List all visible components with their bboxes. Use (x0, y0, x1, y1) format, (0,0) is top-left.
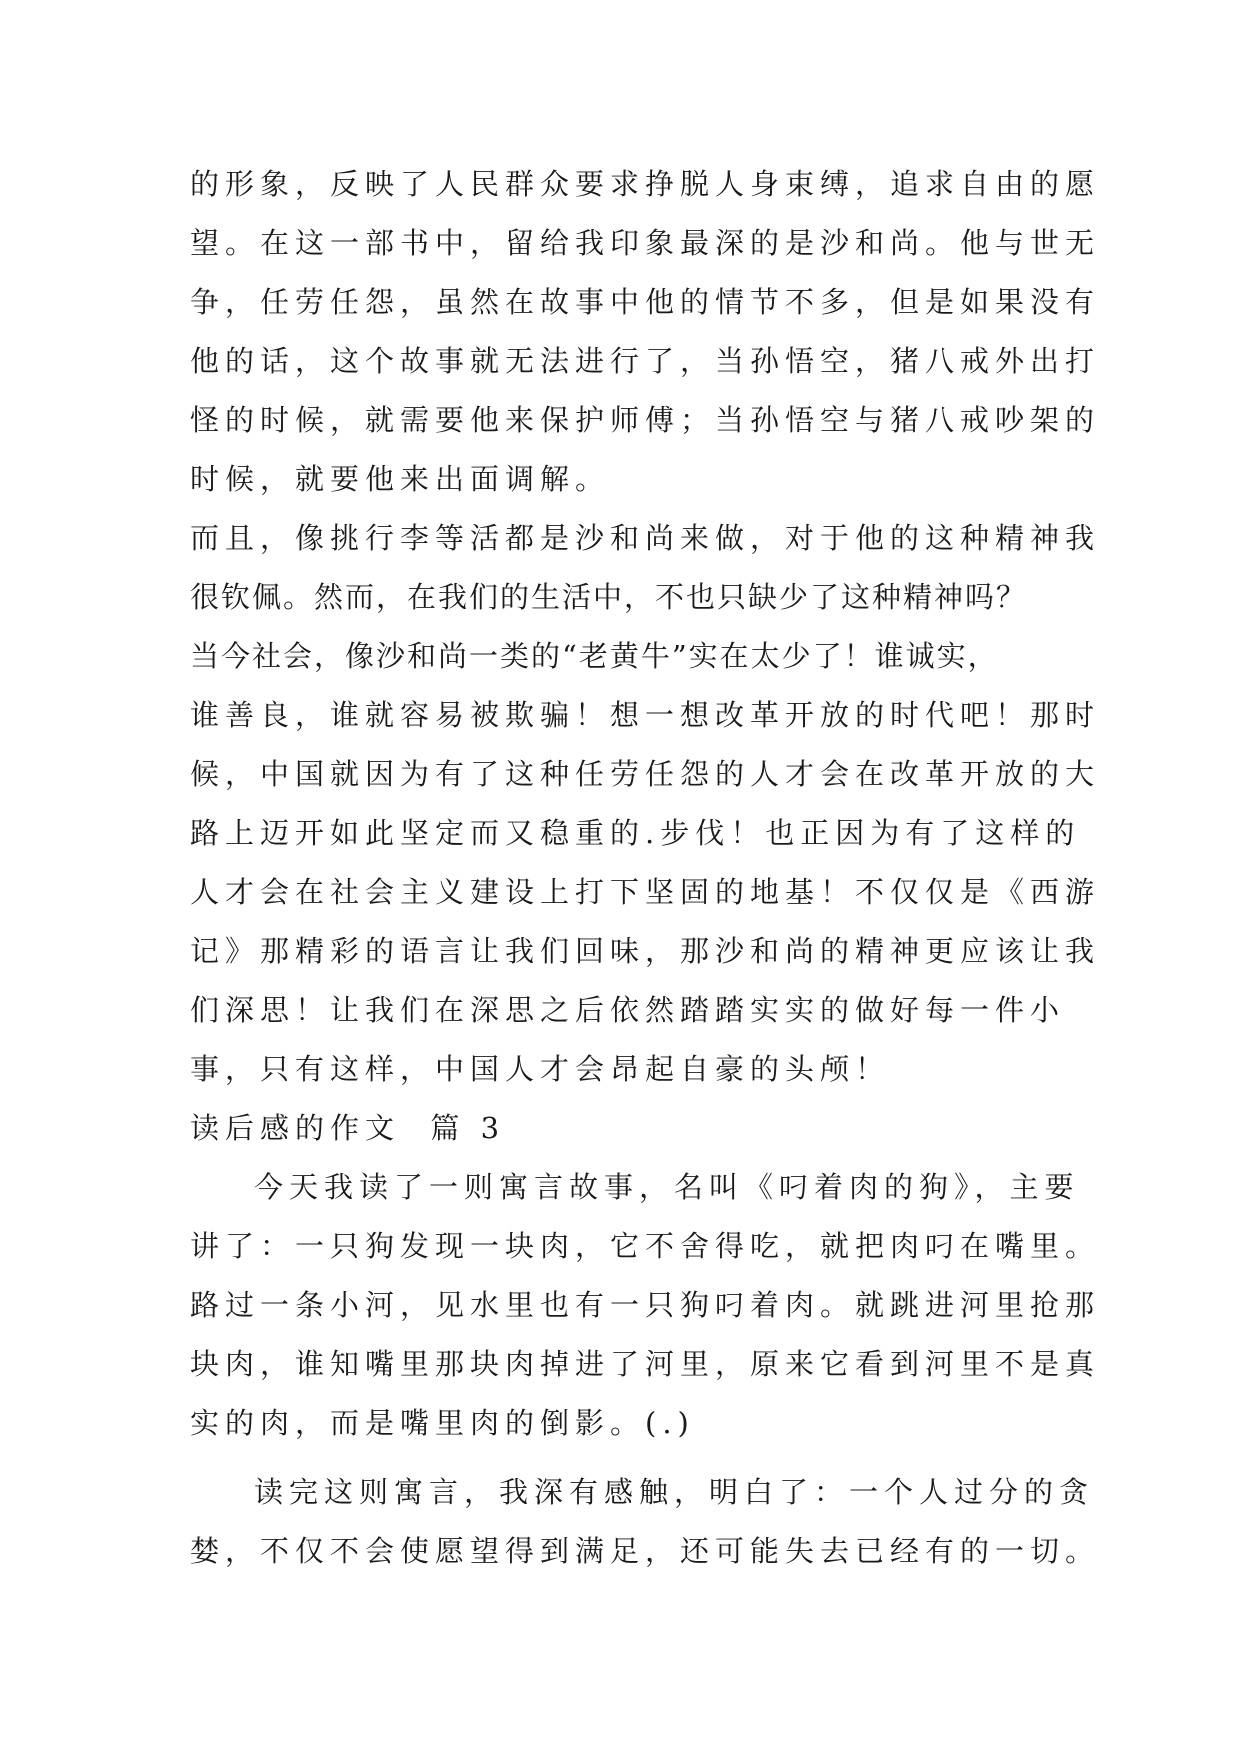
text-line: 怪的时候，就需要他来保护师傅；当孙悟空与猪八戒吵架的 (190, 403, 1101, 437)
text-line: 而且，像挑行李等活都是沙和尚来做，对于他的这种精神我 (190, 521, 1101, 555)
text-line: 候，中国就因为有了这种任劳任怨的人才会在改革开放的大 (190, 757, 1101, 791)
text-line: 时候，就要他来出面调解。 (190, 462, 611, 496)
text-line: 事，只有这样，中国人才会昂起自豪的头颅！ (190, 1052, 891, 1086)
text-line: 路上迈开如此坚定而又稳重的.步伐！也正因为有了这样的 (190, 816, 1081, 850)
text-line: 很钦佩。然而，在我们的生活中，不也只缺少了这种精神吗？ (190, 580, 1028, 614)
paragraph-first-line: 今天我读了一则寓言故事，名叫《叼着肉的狗》，主要 (254, 1170, 1080, 1204)
text-line: 块肉，谁知嘴里那块肉掉进了河里，原来它看到河里不是真 (190, 1347, 1101, 1381)
text-line: 当今社会，像沙和尚一类的“老黄牛”实在太少了！谁诚实， (190, 639, 999, 673)
text-line: 的形象，反映了人民群众要求挣脱人身束缚，追求自由的愿 (190, 167, 1101, 201)
text-line: 争，任劳任怨，虽然在故事中他的情节不多，但是如果没有 (190, 285, 1101, 319)
text-line: 们深思！让我们在深思之后依然踏踏实实的做好每一件小 (190, 993, 1066, 1027)
paragraph-first-line: 读完这则寓言，我深有感触，明白了：一个人过分的贪 (254, 1475, 1095, 1509)
text-line: 记》那精彩的语言让我们回味，那沙和尚的精神更应该让我 (190, 934, 1101, 968)
text-line: 谁善良，谁就容易被欺骗！想一想改革开放的时代吧！那时 (190, 698, 1101, 732)
text-line: 婪，不仅不会使愿望得到满足，还可能失去已经有的一切。 (190, 1534, 1101, 1568)
text-line: 望。在这一部书中，留给我印象最深的是沙和尚。他与世无 (190, 226, 1101, 260)
text-line: 他的话，这个故事就无法进行了，当孙悟空，猪八戒外出打 (190, 344, 1101, 378)
document-body (190, 155, 1101, 1581)
text-line: 讲了：一只狗发现一块肉，它不舍得吃，就把肉叼在嘴里。 (190, 1229, 1101, 1263)
text-line: 人才会在社会主义建设上打下坚固的地基！不仅仅是《西游 (190, 875, 1101, 909)
text-line: 路过一条小河，见水里也有一只狗叼着肉。就跳进河里抢那 (190, 1288, 1101, 1322)
text-line: 实的肉，而是嘴里肉的倒影。(.) (190, 1406, 695, 1440)
section-heading: 读后感的作文 篇 3 (190, 1111, 506, 1145)
